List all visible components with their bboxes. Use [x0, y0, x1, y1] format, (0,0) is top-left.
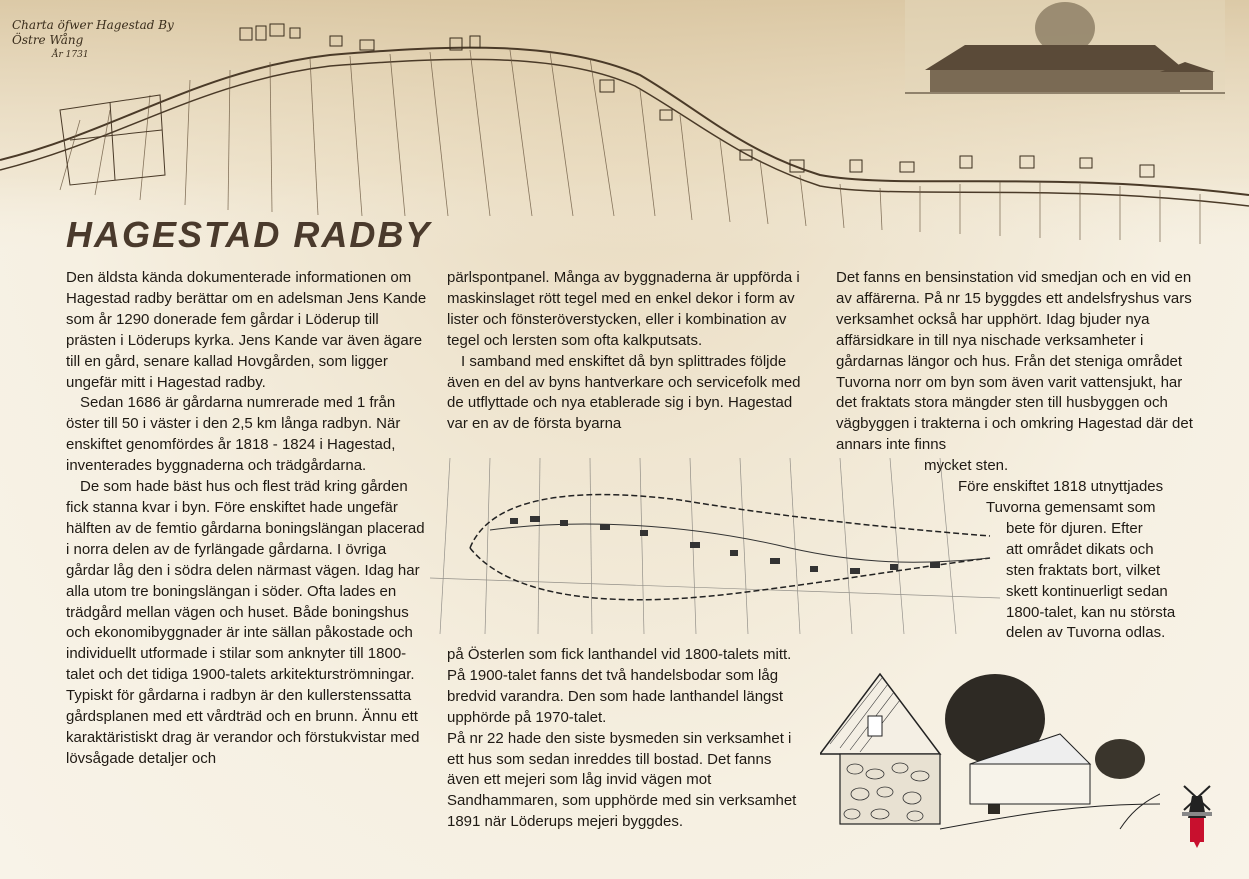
map-caption	[12, 18, 174, 63]
map-caption-subtitle: Östre Wång	[12, 33, 84, 47]
text-line: delen av Tuvorna odlas.	[1006, 624, 1166, 642]
page-title: HAGESTAD RADBY	[66, 214, 432, 255]
text-line: 1800-talet, kan nu största	[1006, 603, 1176, 621]
text-line: att området dikats och	[1006, 540, 1154, 558]
text-column-3	[836, 268, 1206, 644]
text-line: sten fraktats bort, vilket	[1006, 561, 1161, 579]
text-column-2-bottom	[447, 645, 803, 833]
text-line: skett kontinuerligt sedan	[1006, 582, 1168, 600]
text-line: Tuvorna gemensamt som	[986, 498, 1156, 516]
paragraph: Typiskt för gårdarna i radbyn är den kullerstenssatta gårdsplanen med ett vårdträd och en brunn. Ännu ett karaktäristiskt drag är verandor och förstukvistar med lövsågade detaljer och	[66, 687, 420, 767]
map-caption-year: År 1731	[52, 50, 89, 60]
barn-sketch	[905, 0, 1225, 100]
paragraph: De som hade bäst hus och flest träd kring gården fick stanna kvar i byn. Före enskiftet hade ungefär hälften av de femtio gårdarna boningslängan placerad i norra delen av de fyrlängade gårdarna. I övriga gårdar låg den i södra delen närmast vägen. Idag har alla utom tre boningslängan i söder. Ofta lades en trädgård mellan vägen och huset. Både boningshus och ekonomibyggnader är inte sällan påkostade och individuellt utformade i stilar som anknyter till 1800-talet och det tidiga 1900-talets arkitekturströmningar.	[66, 478, 425, 684]
farmhouse-sketch	[820, 664, 1160, 832]
text-line: Före enskiftet 1818 utnyttjades	[958, 478, 1164, 496]
paragraph: I samband med enskiftet då byn splittrades följde även en del av byns hantverkare och servicefolk med de utflyttade och nya etablerade sig i byn. Hagestad var en av de första byarna	[447, 352, 801, 433]
text-column-2-top	[447, 268, 803, 435]
map-caption-title: Charta öfwer Hagestad By	[12, 18, 174, 32]
paragraph: Sedan 1686 är gårdarna numrerade med 1 från öster till 50 i väster i den 2,5 km långa radbyn. När enskiftet genomfördes år 1818 - 1824 i Hagestad, inventerades byggnaderna och trädgårdarna.	[66, 394, 401, 475]
paragraph: På nr 22 hade den siste bysmeden sin verksamhet i ett hus som sedan inreddes till bostad. Det fanns även ett mejeri som låg invid vägen mot Sandhammaren, som upphörde med sin verksamhet 1891 när Löderups mejeri byggdes.	[447, 729, 797, 831]
paragraph: på Österlen som fick lanthandel vid 1800-talets mitt. På 1900-talet fanns det två handelsbodar som låg bredvid varandra. Den som hade lanthandel längst upphörde på 1970-talet.	[447, 646, 792, 726]
paragraph: Det fanns en bensinstation vid smedjan och en vid en av affärerna. På nr 15 byggdes ett andelsfryshus vars verksamhet också har upphört. Idag bjuder nya affärsidkare in till nya nischade verksamheter i gårdarnas längor och hus. Från det steniga området Tuvorna norr om byn som även varit vattensjukt, har det fraktats stora mängder sten till husbyggen och vägbyggen i trakterna i och omkring Hagestad där det annars inte finns	[836, 269, 1193, 454]
text-line: bete för djuren. Efter	[1006, 519, 1143, 537]
windmill-logo	[1180, 776, 1214, 848]
paragraph: pärlspontpanel. Många av byggnaderna är uppförda i maskinslaget rött tegel med en enkel dekor i form av lister och fönsteröverstycken, eller i kombination av tegel och lersten som ofta kalkputsats.	[447, 269, 800, 349]
paragraph: Den äldsta kända dokumenterade informationen om Hagestad radby berättar om en adelsman Jens Kande som år 1290 donerade fem gårdar i Löderup till prästen i Löderups kyrka. Jens Kande var även ägare till en gård, senare kallad Hovgården, som ligger ungefär mitt i Hagestad radby.	[66, 269, 427, 391]
paragraph-end: mycket sten.	[924, 457, 1009, 475]
text-column-1	[66, 268, 428, 770]
